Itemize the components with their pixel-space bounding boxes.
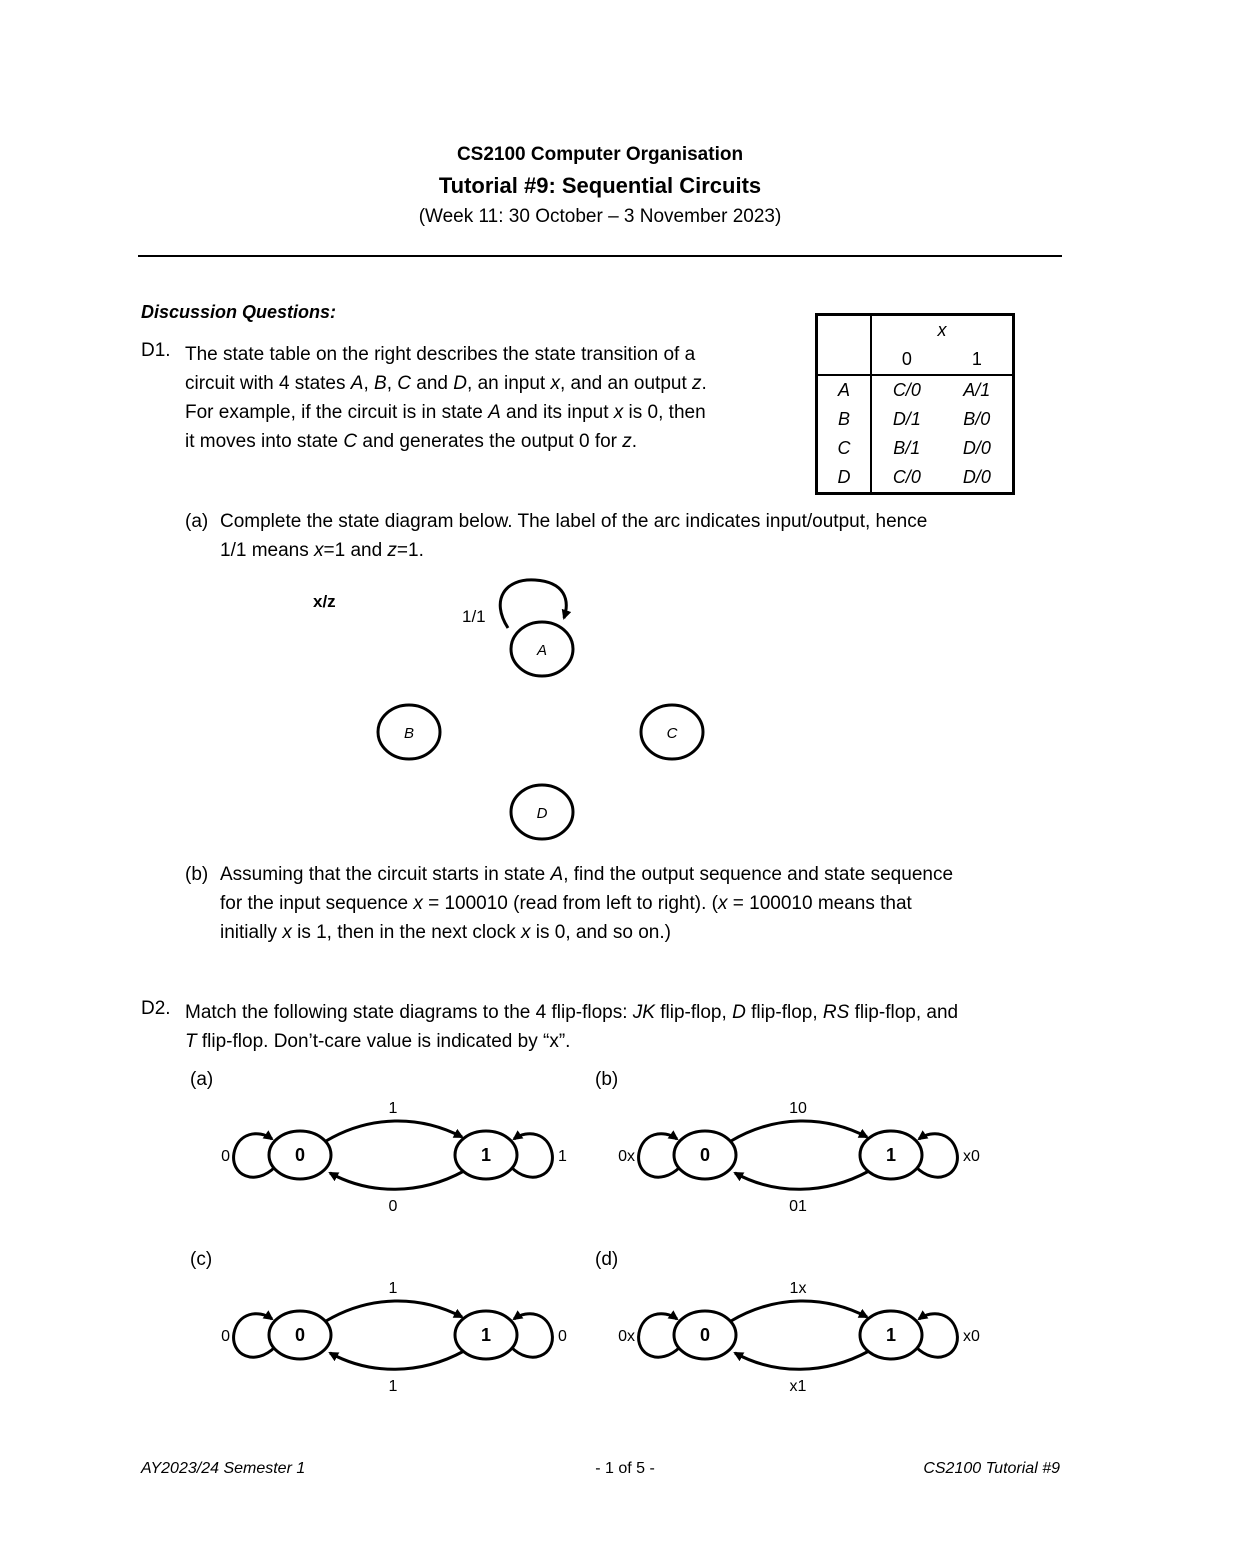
table-row: A C/0 A/1: [817, 375, 1014, 405]
state-0-label: 0: [294, 1145, 306, 1165]
transition-1-to-0-label: 0: [388, 1198, 398, 1215]
table-header-x0: 0: [871, 345, 942, 375]
flipflop-state-diagram: [220, 1275, 567, 1395]
transition-1-to-0-label: x1: [789, 1378, 807, 1395]
table-row: B D/1 B/0: [817, 405, 1014, 434]
self-loop-1-label: 0: [558, 1328, 567, 1345]
table-row: D C/0 D/0: [817, 463, 1014, 494]
d2-diagram-label: (b): [595, 1069, 619, 1090]
transition-1-to-0: [735, 1351, 869, 1369]
discussion-heading: Discussion Questions:: [141, 302, 337, 322]
self-loop-0-label: 0: [221, 1148, 230, 1165]
part-b-text: Assuming that the circuit starts in state A, find the output sequence and state sequence for the input sequence x = 100010 (read from left to right). (x = 100010 means that initially x is 1, then in the next clock x is 0, and so on.): [220, 864, 954, 943]
transition-0-to-1: [326, 1301, 462, 1321]
week-subtitle: (Week 11: 30 October – 3 November 2023): [418, 206, 782, 227]
self-loop-0-label: 0x: [618, 1148, 635, 1165]
transition-0-to-1-label: 1: [388, 1280, 398, 1297]
self-loop-1-label: x0: [963, 1328, 980, 1345]
transition-0-to-1: [731, 1121, 867, 1141]
flipflop-state-diagram: [220, 1095, 567, 1215]
transition-1-to-0: [330, 1351, 464, 1369]
state-a-label: A: [536, 642, 548, 659]
part-a-label: (a): [185, 511, 209, 532]
transition-0-to-1: [731, 1301, 867, 1321]
state-0-label: 0: [294, 1325, 306, 1345]
course-title: CS2100 Computer Organisation: [456, 144, 744, 165]
footer-page-number: - 1 of 5 -: [595, 1460, 655, 1477]
flipflop-state-diagram: [618, 1095, 980, 1215]
d2-diagram-label: (d): [595, 1249, 619, 1270]
diagram-legend: x/z: [313, 592, 336, 611]
part-b-label: (b): [185, 864, 209, 885]
d2-text: Match the following state diagrams to the 4 flip-flops: JK flip-flop, D flip-flop, RS flip-flop, and T flip-flop. Don’t-care value is indicated by “x”.: [185, 1002, 959, 1052]
flipflop-state-diagram: [618, 1275, 980, 1395]
table-header-x1: 1: [942, 345, 1014, 375]
part-a-text: Complete the state diagram below. The label of the arc indicates input/output, hence 1/1 means x=1 and z=1.: [220, 511, 928, 561]
d2-number: D2.: [141, 998, 171, 1019]
self-loop-0-label: 0x: [618, 1328, 635, 1345]
header-divider: [138, 255, 1062, 257]
transition-1-to-0: [735, 1171, 869, 1189]
d2-diagram-label: (a): [190, 1069, 214, 1090]
self-loop-1-label: 1: [558, 1148, 567, 1165]
state-1-label: 1: [885, 1325, 897, 1345]
self-loop-0-label: 0: [221, 1328, 230, 1345]
state-1-label: 1: [885, 1145, 897, 1165]
transition-0-to-1-label: 1: [388, 1100, 398, 1117]
transition-1-to-0: [330, 1171, 464, 1189]
state-b-label: B: [403, 725, 415, 742]
d1-number: D1.: [141, 340, 171, 361]
loop-label: 1/1: [462, 607, 486, 626]
transition-0-to-1-label: 1x: [789, 1280, 807, 1297]
footer-semester: AY2023/24 Semester 1: [141, 1460, 306, 1477]
state-0-label: 0: [699, 1145, 711, 1165]
d1-intro: The state table on the right describes the state transition of a circuit with 4 states A, B, C and D, an input x, and an output z. For example, if the circuit is in state A and its input x is 0, then it moves into state C and generates the output 0 for z.: [185, 344, 707, 452]
state-1-label: 1: [480, 1325, 492, 1345]
d2-diagram-label: (c): [190, 1249, 213, 1270]
transition-0-to-1: [326, 1121, 462, 1141]
state-1-label: 1: [480, 1145, 492, 1165]
d1-state-diagram: [280, 570, 740, 850]
transition-1-to-0-label: 1: [388, 1378, 398, 1395]
transition-0-to-1-label: 10: [789, 1100, 807, 1117]
state-d-label: D: [536, 805, 548, 822]
tutorial-title: Tutorial #9: Sequential Circuits: [438, 173, 762, 198]
state-c-label: C: [666, 725, 678, 742]
self-loop-1-label: x0: [963, 1148, 980, 1165]
table-input-label: x: [937, 320, 947, 340]
table-row: C B/1 D/0: [817, 434, 1014, 463]
state-table: [815, 313, 1015, 495]
table-corner: [817, 315, 872, 346]
transition-1-to-0-label: 01: [789, 1198, 807, 1215]
self-loop-a: [500, 580, 566, 628]
state-0-label: 0: [699, 1325, 711, 1345]
footer-course: CS2100 Tutorial #9: [923, 1460, 1060, 1477]
